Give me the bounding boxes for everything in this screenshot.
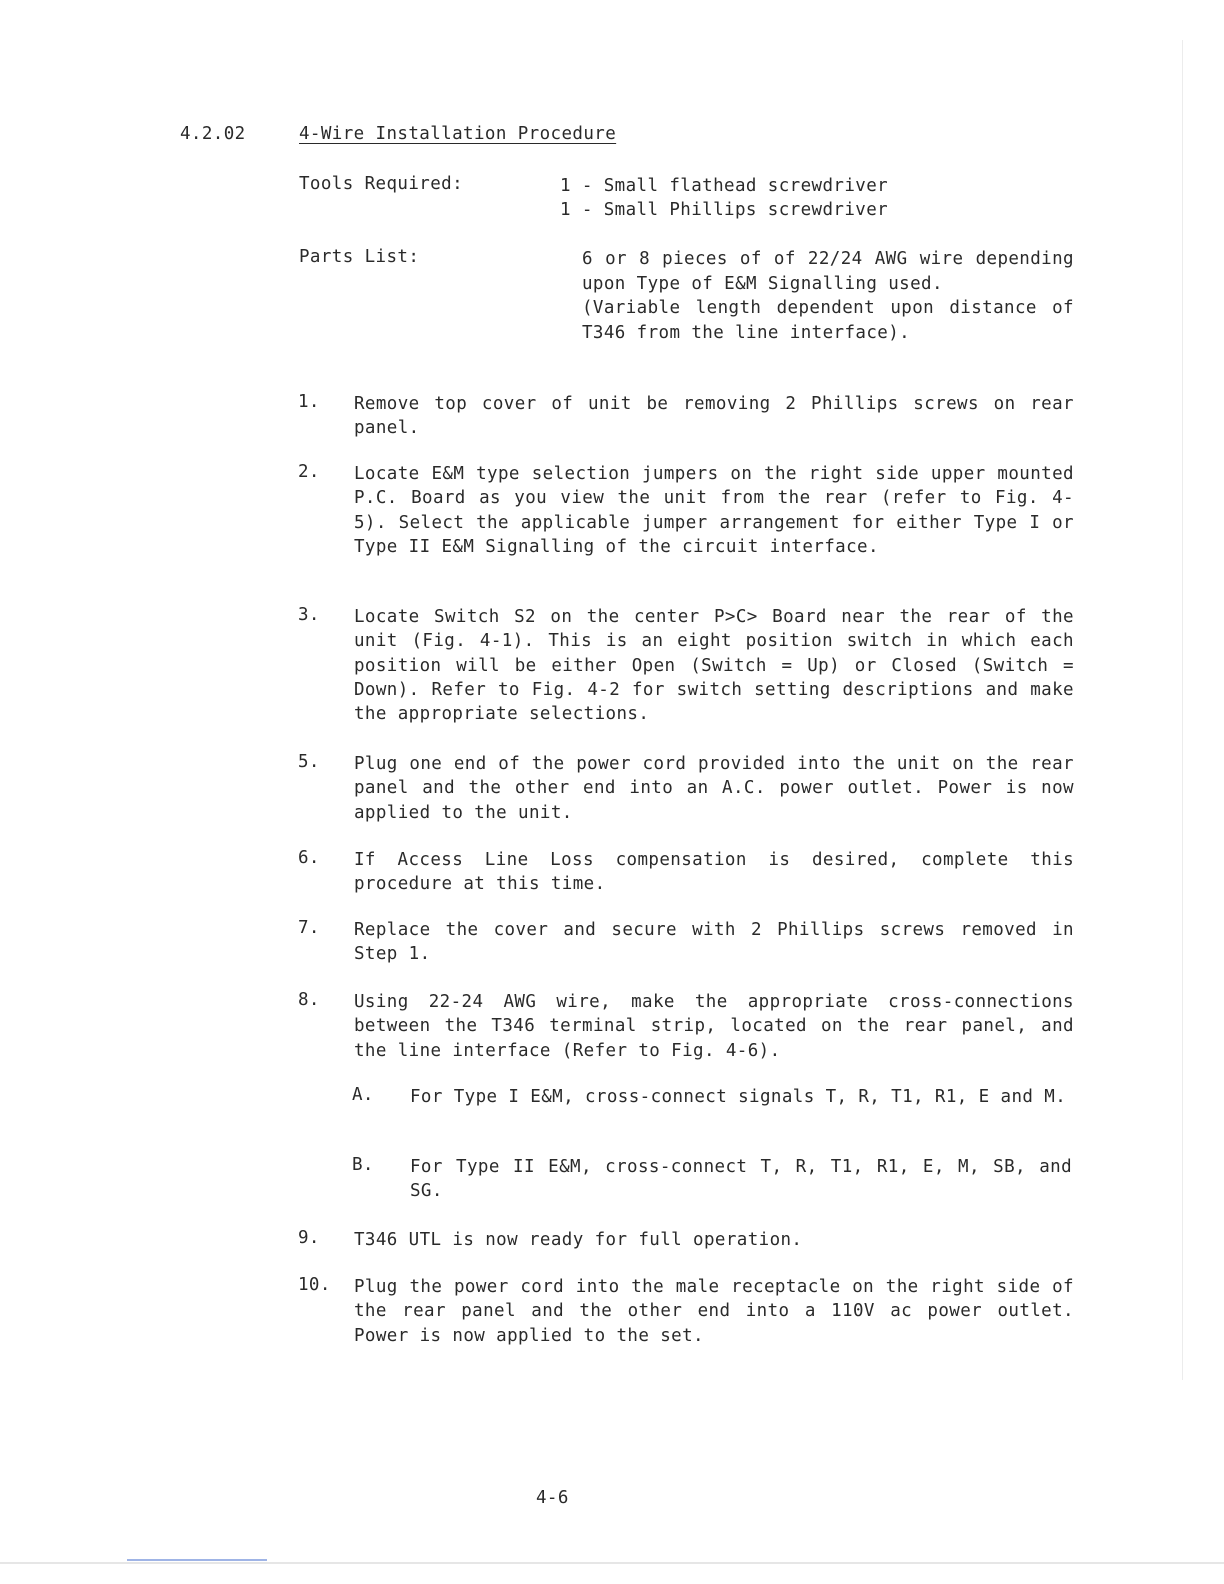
step-number: 5. — [298, 752, 320, 772]
section-title: 4-Wire Installation Procedure — [299, 124, 617, 144]
step-number: 1. — [298, 392, 320, 412]
step-number: 6. — [298, 848, 320, 868]
step-text: Using 22-24 AWG wire, make the appropriate cross-connections between the T346 terminal strip, located on the rear panel, and the line interface (Refer to Fig. 4-6). — [354, 992, 1074, 1061]
step-number: 7. — [298, 918, 320, 938]
parts-list-text — [582, 247, 1074, 345]
step-text: Remove top cover of unit be removing 2 Phillips screws on rear panel. — [354, 394, 1074, 439]
step-number: 9. — [298, 1228, 320, 1248]
tool-item: 1 - Small Phillips screwdriver — [560, 200, 889, 220]
page-number: 4-6 — [536, 1488, 569, 1508]
parts-line: (Variable length dependent upon distance of T346 from the line interface). — [582, 298, 1074, 343]
step-text: Replace the cover and secure with 2 Phillips screws removed in Step 1. — [354, 920, 1074, 965]
section-number: 4.2.02 — [180, 124, 246, 144]
step-text: T346 UTL is now ready for full operation. — [354, 1230, 803, 1250]
parts-label: Parts List: — [299, 247, 420, 267]
scan-blue-mark — [127, 1559, 267, 1561]
step-text: Plug the power cord into the male receptacle on the right side of the rear panel and the other end into a 110V ac power outlet. Power is now applied to the set. — [354, 1277, 1074, 1346]
tool-item: 1 - Small flathead screwdriver — [560, 176, 889, 196]
step-text: Locate E&M type selection jumpers on the right side upper mounted P.C. Board as you view the unit from the rear (refer to Fig. 4-5). Select the applicable jumper arrangement for either Type I or Type II E&M Signalling of the circuit interface. — [354, 464, 1074, 557]
tools-label: Tools Required: — [299, 174, 464, 194]
scan-edge-line — [1182, 40, 1183, 1380]
step-number: 3. — [298, 605, 320, 625]
step-text: Locate Switch S2 on the center P>C> Board near the rear of the unit (Fig. 4-1). This is an eight position switch in which each position will be either Open (Switch = Up) or Closed (Switch = Down). Refer to Fig. 4-2 for switch setting descriptions and make the appropriate selections. — [354, 607, 1074, 725]
substep-letter: B. — [352, 1155, 374, 1175]
scan-bottom-line — [0, 1562, 1224, 1564]
substep-letter: A. — [352, 1085, 374, 1105]
step-text: If Access Line Loss compensation is desired, complete this procedure at this time. — [354, 850, 1074, 895]
parts-line: 6 or 8 pieces of of 22/24 AWG wire depending upon Type of E&M Signalling used. — [582, 249, 1074, 294]
step-text: Plug one end of the power cord provided into the unit on the rear panel and the other end into an A.C. power outlet. Power is now applied to the unit. — [354, 754, 1074, 823]
substep-text: For Type I E&M, cross-connect signals T, R, T1, R1, E and M. — [410, 1087, 1067, 1107]
tools-list — [560, 174, 888, 222]
step-number: 8. — [298, 990, 320, 1010]
substep-text: For Type II E&M, cross-connect T, R, T1, R1, E, M, SB, and SG. — [410, 1157, 1072, 1202]
step-number: 10. — [298, 1275, 331, 1295]
step-number: 2. — [298, 462, 320, 482]
